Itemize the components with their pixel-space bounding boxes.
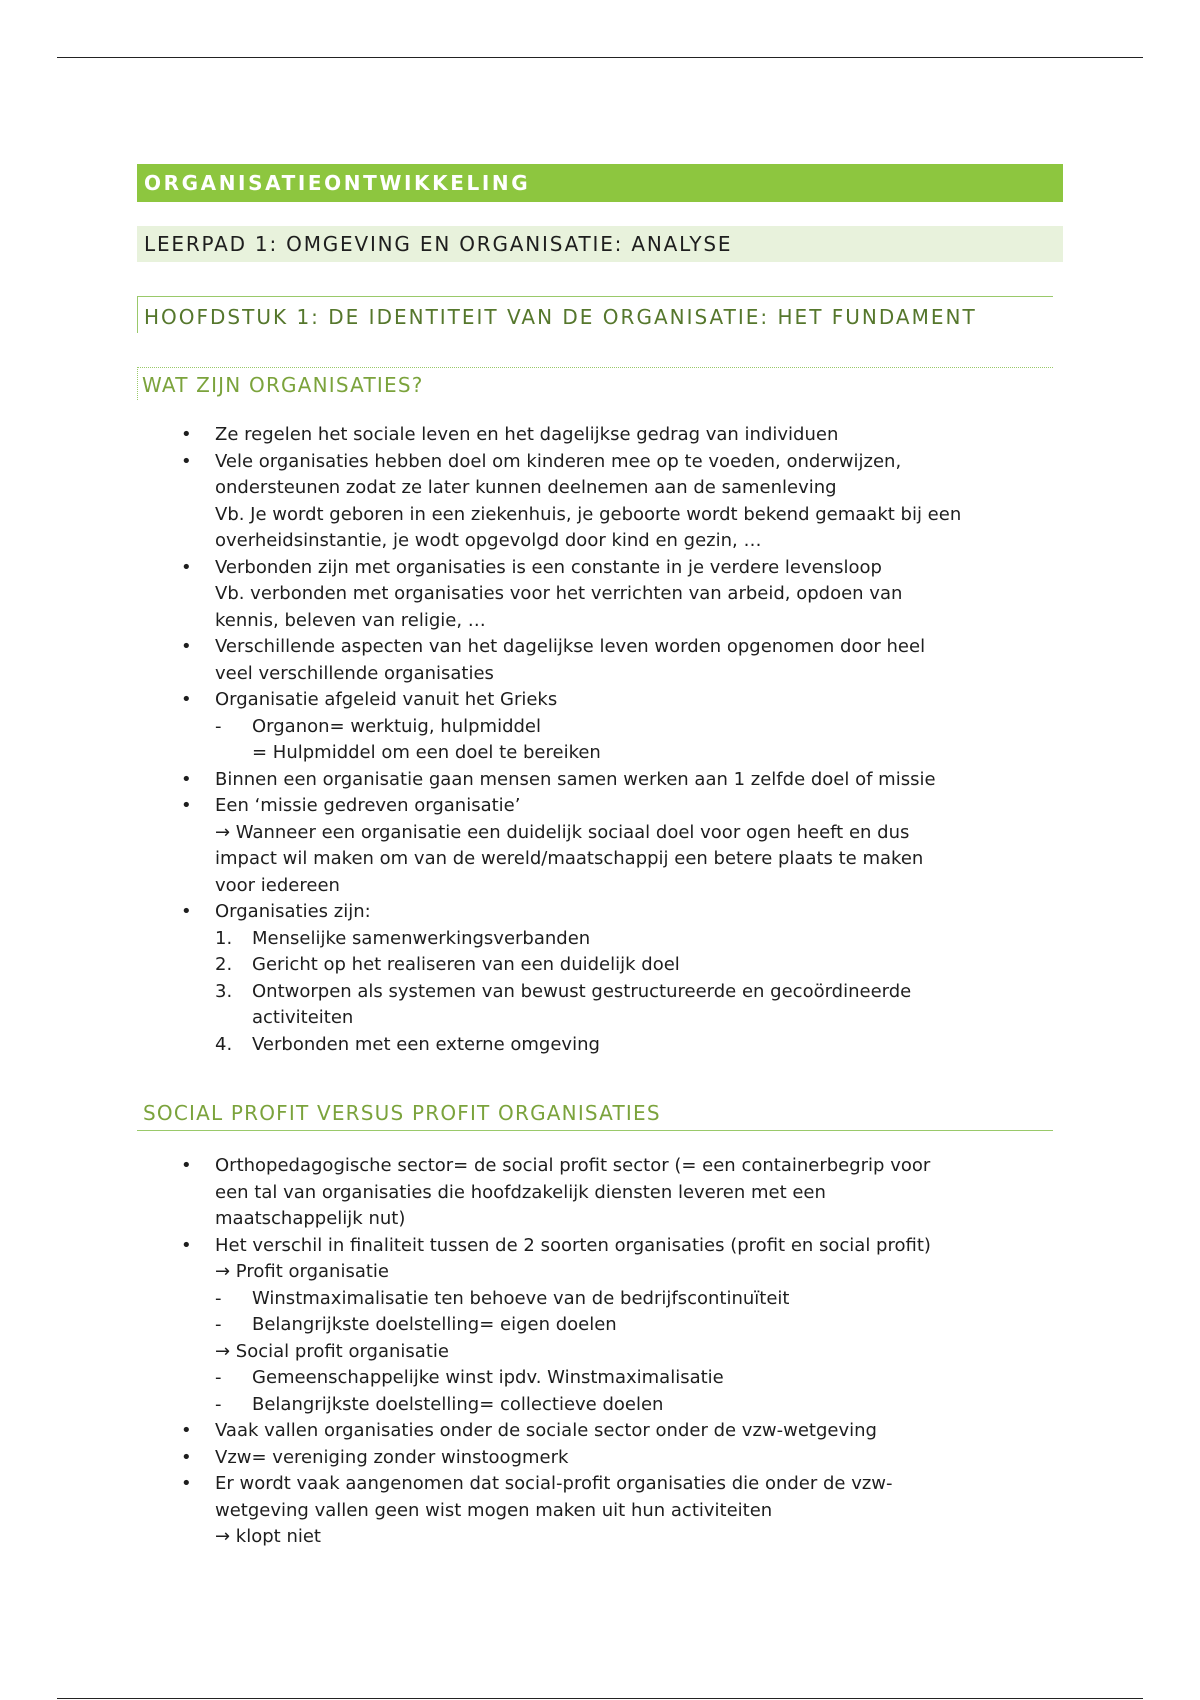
dash-marker: - [215,1287,222,1309]
list-item: • Orthopedagogische sector= de social profit sector (= een containerbegrip voor [137,1153,1063,1180]
list-continuation: Vb. verbonden met organisaties voor het verrichten van arbeid, opdoen van [215,583,903,604]
list-continuation: → Profit organisatie [215,1261,389,1282]
number-marker: 4. [215,1033,233,1055]
number-marker: 3. [215,980,233,1002]
bullet-marker: • [181,1446,192,1468]
list-continuation: wetgeving vallen geen wist mogen maken uit hun activiteiten [215,1499,773,1521]
list-item: • Vaak vallen organisaties onder de sociale sector onder de vzw-wetgeving [137,1418,1063,1445]
list-continuation: activiteiten [252,1007,354,1028]
bullet-marker: • [181,1234,192,1256]
section-heading-wat-zijn-organisaties: WAT ZIJN ORGANISATIES? [137,367,1053,400]
list-continuation: → klopt niet [215,1526,321,1547]
list-continuation: veel verschillende organisaties [215,662,494,684]
bullet-marker: • [181,795,192,816]
list-continuation: impact wil maken om van de wereld/maatschappij een betere plaats te maken [215,848,924,869]
list-continuation: een tal van organisaties die hoofdzakelijk diensten leveren met een [215,1181,826,1203]
numbered-item: 2. Gericht op het realiseren van een duidelijk doel [137,952,1063,979]
top-rule [57,57,1143,58]
sub-list-item: - Belangrijkste doelstelling= eigen doelen [137,1312,1063,1339]
list-continuation: = Hulpmiddel om een doel te bereiken [252,742,601,763]
list-item: • Organisatie afgeleid vanuit het Grieks [137,687,1063,714]
bullet-marker: • [181,424,192,445]
bullet-marker: • [181,901,192,922]
bullet-marker: • [181,689,192,710]
sub-list-item: - Gemeenschappelijke winst ipdv. Winstmaximalisatie [137,1365,1063,1392]
list-item: • Vele organisaties hebben doel om kinderen mee op te voeden, onderwijzen, [137,449,1063,476]
list-continuation: → Social profit organisatie [215,1340,449,1362]
bullet-marker: • [181,1473,192,1494]
document-body [137,164,1063,1551]
dash-marker: - [215,715,222,737]
list-item: • Er wordt vaak aangenomen dat social-profit organisaties die onder de vzw- [137,1471,1063,1498]
number-marker: 1. [215,927,233,949]
leerpad-heading: LEERPAD 1: OMGEVING EN ORGANISATIE: ANALYSE [137,226,1063,262]
list-continuation: Vb. Je wordt geboren in een ziekenhuis, je geboorte wordt bekend gemaakt bij een [215,503,962,525]
list-continuation: → Wanneer een organisatie een duidelijk sociaal doel voor ogen heeft en dus [215,821,910,843]
list-item: • Binnen een organisatie gaan mensen samen werken aan 1 zelfde doel of missie [137,767,1063,794]
list-item: • Verbonden zijn met organisaties is een constante in je verdere levensloop [137,555,1063,582]
sub-list-item: - Winstmaximalisatie ten behoeve van de bedrijfscontinuïteit [137,1286,1063,1313]
sub-list-item: - Organon= werktuig, hulpmiddel [137,714,1063,741]
dash-marker: - [215,1393,222,1415]
list-continuation: maatschappelijk nut) [215,1208,406,1229]
dash-marker: - [215,1367,222,1388]
section-heading-social-profit: SOCIAL PROFIT VERSUS PROFIT ORGANISATIES [137,1098,1053,1131]
list-item: • Verschillende aspecten van het dagelijkse leven worden opgenomen door heel [137,634,1063,661]
bullet-marker: • [181,556,192,578]
numbered-item: 1. Menselijke samenwerkingsverbanden [137,926,1063,953]
list-continuation: ondersteunen zodat ze later kunnen deelnemen aan de samenleving [215,477,837,498]
dash-marker: - [215,1314,222,1335]
bullet-marker: • [181,636,192,657]
document-title: ORGANISATIEONTWIKKELING [137,164,1063,202]
list-continuation: kennis, beleven van religie, … [215,609,486,631]
chapter-heading: HOOFDSTUK 1: DE IDENTITEIT VAN DE ORGANISATIE: HET FUNDAMENT [137,296,1053,333]
bullet-marker: • [181,450,192,472]
numbered-item: 3. Ontworpen als systemen van bewust gestructureerde en gecoördineerde [137,979,1063,1006]
list-item: • Een ‘missie gedreven organisatie’ [137,793,1063,820]
bullet-marker: • [181,1155,192,1176]
list-continuation: voor iedereen [215,874,340,896]
section1-list [137,422,1063,1058]
list-item: • Vzw= vereniging zonder winstoogmerk [137,1445,1063,1472]
bullet-marker: • [181,768,192,790]
list-continuation: overheidsinstantie, je wodt opgevolgd door kind en gezin, … [215,530,762,551]
sub-list-item: - Belangrijkste doelstelling= collectieve doelen [137,1392,1063,1419]
list-item: • Het verschil in finaliteit tussen de 2 soorten organisaties (profit en social profit) [137,1233,1063,1260]
number-marker: 2. [215,954,233,975]
bottom-rule [57,1698,1143,1699]
list-item: • Organisaties zijn: [137,899,1063,926]
section2-list [137,1153,1063,1551]
bullet-marker: • [181,1420,192,1441]
numbered-item: 4. Verbonden met een externe omgeving [137,1032,1063,1059]
list-item: • Ze regelen het sociale leven en het dagelijkse gedrag van individuen [137,422,1063,449]
